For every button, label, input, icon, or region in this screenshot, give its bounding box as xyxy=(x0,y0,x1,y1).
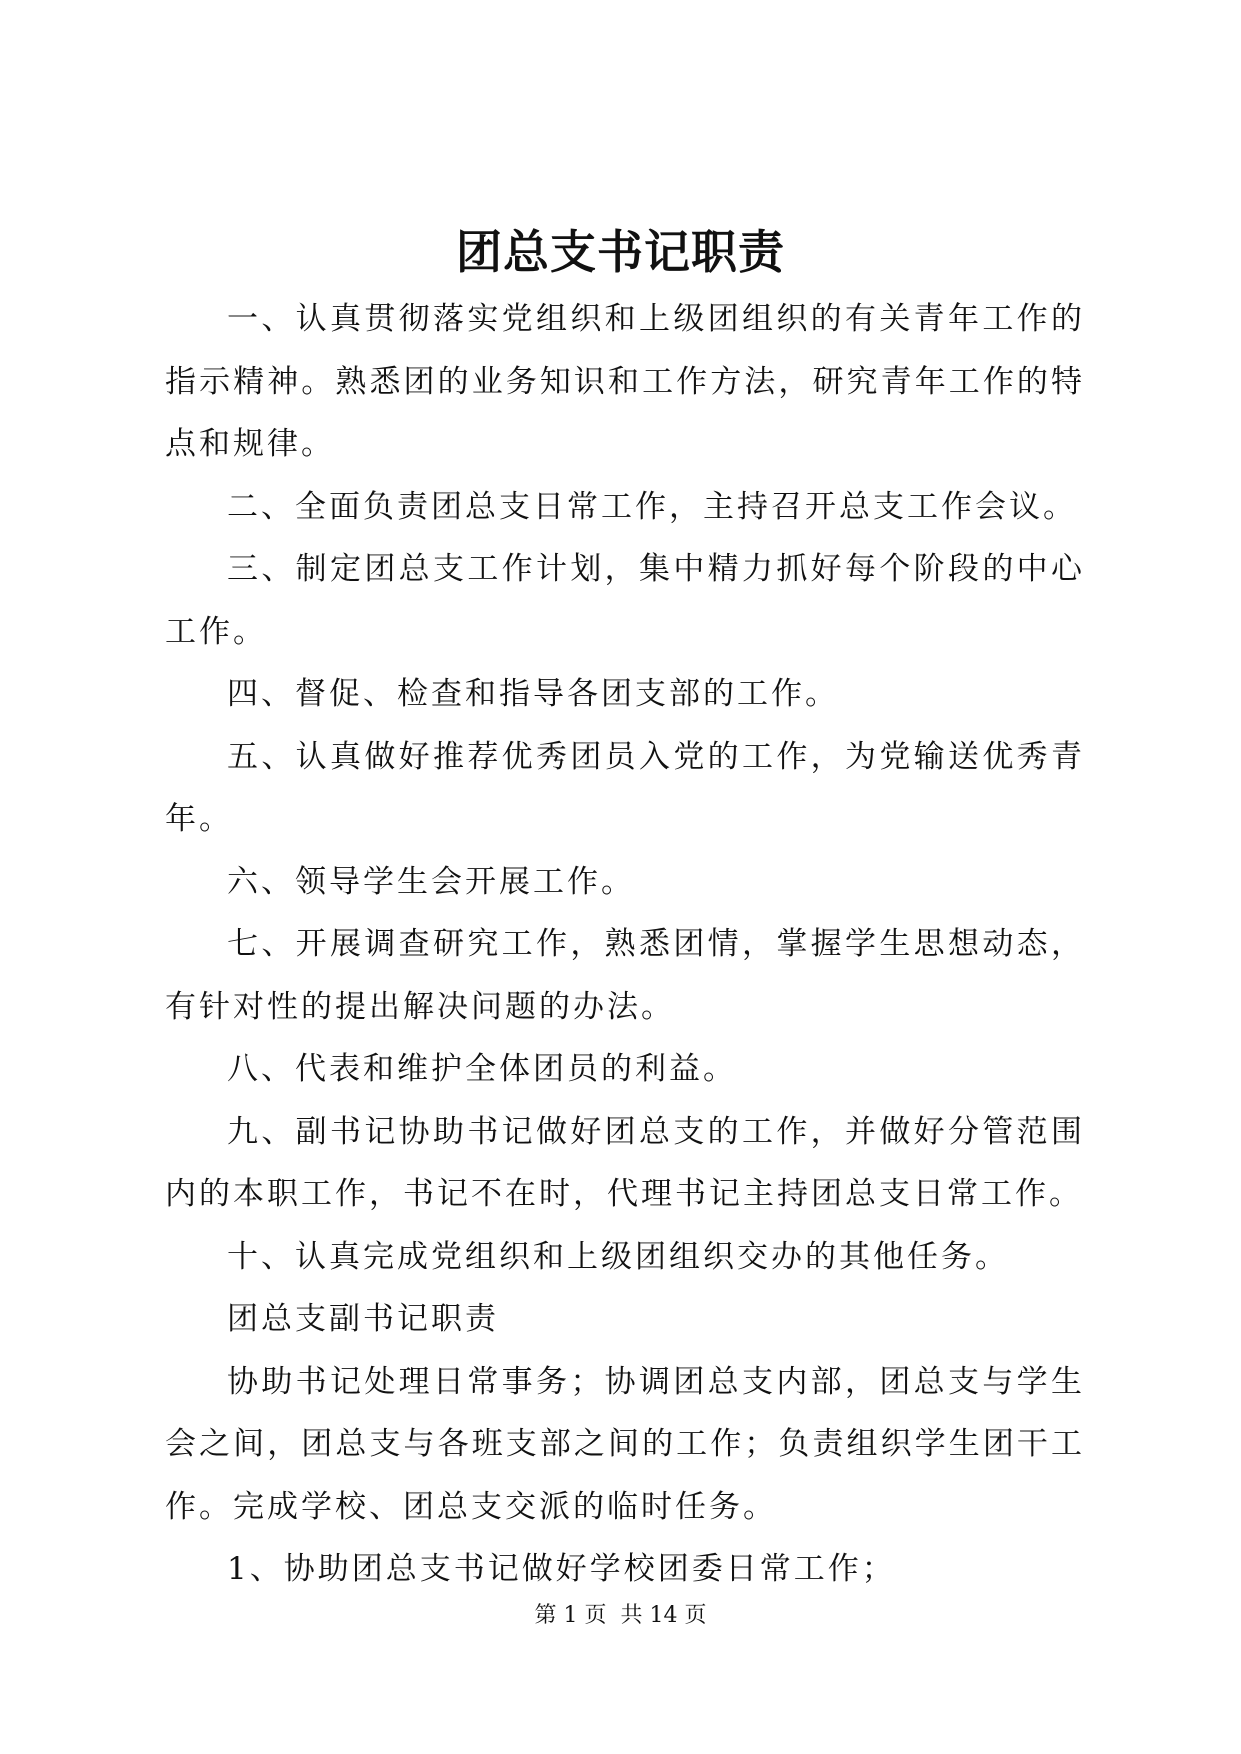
page-footer xyxy=(0,1601,1241,1631)
paragraph: 1、协助团总支书记做好学校团委日常工作； xyxy=(227,1551,896,1587)
document-title: 团总支书记职责 xyxy=(456,225,785,279)
paragraph: 四、督促、检查和指导各团支部的工作。 xyxy=(227,676,839,712)
paragraph: 十、认真完成党组织和上级团组织交办的其他任务。 xyxy=(227,1238,1009,1275)
paragraph: 九、副书记协助书记做好团总支的工作，并做好分管范围内的本职工作，书记不在时，代理书记主持团总支日常工作。 xyxy=(165,1113,1085,1212)
document-body xyxy=(165,288,1085,1601)
page-number: 第 1 页 xyxy=(534,1603,607,1628)
section-heading: 团总支副书记职责 xyxy=(227,1301,499,1337)
paragraph: 八、代表和维护全体团员的利益。 xyxy=(227,1051,737,1087)
paragraph: 协助书记处理日常事务；协调团总支内部，团总支与学生会之间，团总支与各班支部之间的工作；负责组织学生团干工作。完成学校、团总支交派的临时任务。 xyxy=(165,1363,1085,1525)
paragraph: 五、认真做好推荐优秀团员入党的工作，为党输送优秀青年。 xyxy=(165,738,1085,837)
page-total: 共 14 页 xyxy=(620,1603,707,1628)
paragraph: 二、全面负责团总支日常工作，主持召开总支工作会议。 xyxy=(227,488,1077,525)
paragraph: 七、开展调查研究工作，熟悉团情，掌握学生思想动态，有针对性的提出解决问题的办法。 xyxy=(165,926,1085,1025)
paragraph: 三、制定团总支工作计划，集中精力抓好每个阶段的中心工作。 xyxy=(165,551,1085,650)
paragraph: 一、认真贯彻落实党组织和上级团组织的有关青年工作的指示精神。熟悉团的业务知识和工作方法，研究青年工作的特点和规律。 xyxy=(165,301,1085,462)
paragraph: 六、领导学生会开展工作。 xyxy=(227,863,635,900)
